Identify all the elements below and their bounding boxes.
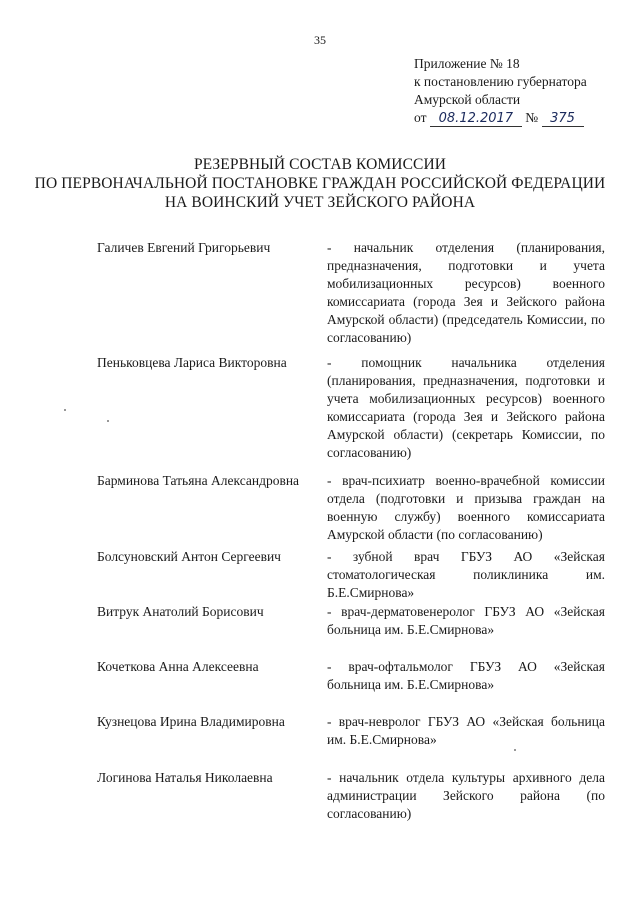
member-name: Болсуновский Антон Сергеевич — [97, 549, 281, 564]
member-row — [97, 769, 607, 823]
appendix-block — [414, 55, 587, 127]
member-name: Барминова Татьяна Александровна — [97, 473, 300, 488]
scan-speck — [107, 420, 109, 422]
member-name: Кочеткова Анна Алексеевна — [97, 659, 259, 674]
member-role: - врач-невролог ГБУЗ АО «Зейская больница им. Б.Е.Смирнова» — [327, 714, 605, 747]
member-name: Галичев Евгений Григорьевич — [97, 240, 271, 255]
member-row — [97, 658, 607, 694]
member-row — [97, 713, 607, 749]
member-name: Логинова Наталья Николаевна — [97, 770, 273, 785]
scan-speck — [514, 749, 516, 751]
member-role: - начальник отделения (планирования, предназначения, подготовки и учета мобилизационных ресурсов) военного комиссариата (города Зея и Зейского района Амурской области) (председатель Комиссии, по согласованию) — [327, 240, 605, 345]
member-row — [97, 603, 607, 639]
appendix-date-line — [414, 109, 587, 127]
title-line3: НА ВОИНСКИЙ УЧЕТ ЗЕЙСКОГО РАЙОНА — [164, 194, 476, 211]
appendix-line1: Приложение № 18 — [414, 56, 520, 71]
scan-speck — [64, 409, 66, 411]
member-name: Кузнецова Ирина Владимировна — [97, 714, 285, 729]
member-role: - помощник начальника отделения (планирования, предназначения, подготовки и учета мобилизационных ресурсов) военного комиссариата (города Зея и Зейского района Амурской области) (секретарь Комиссии, по согласованию) — [327, 355, 605, 460]
member-row — [97, 354, 607, 462]
member-role: - начальник отдела культуры архивного дела администрации Зейского района (по согласованию) — [327, 770, 605, 821]
appendix-line2: к постановлению губернатора — [414, 74, 587, 89]
member-role: - зубной врач ГБУЗ АО «Зейская стоматологическая поликлиника им. Б.Е.Смирнова» — [327, 549, 605, 600]
number-prefix: № — [525, 110, 539, 125]
member-role: - врач-психиатр военно-врачебной комиссии отдела (подготовки и призыва граждан на военную службу) военного комиссариата Амурской области (по согласованию) — [327, 473, 605, 542]
date-prefix: от — [414, 110, 427, 125]
member-name: Витрук Анатолий Борисович — [97, 604, 264, 619]
member-row — [97, 548, 607, 602]
member-name: Пеньковцева Лариса Викторовна — [97, 355, 287, 370]
member-role: - врач-дерматовенеролог ГБУЗ АО «Зейская больница им. Б.Е.Смирнова» — [327, 604, 605, 637]
member-role: - врач-офтальмолог ГБУЗ АО «Зейская больница им. Б.Е.Смирнова» — [327, 659, 605, 692]
handwritten-date: 08.12.2017 — [430, 112, 522, 127]
document-title — [0, 155, 640, 212]
appendix-line3: Амурской области — [414, 92, 521, 107]
title-line2: ПО ПЕРВОНАЧАЛЬНОЙ ПОСТАНОВКЕ ГРАЖДАН РОССИЙСКОЙ ФЕДЕРАЦИИ — [34, 175, 606, 192]
member-row — [97, 239, 607, 347]
page-number: 35 — [314, 33, 326, 47]
member-row — [97, 472, 607, 544]
handwritten-number: 375 — [542, 112, 584, 127]
title-line1: РЕЗЕРВНЫЙ СОСТАВ КОМИССИИ — [193, 156, 447, 173]
